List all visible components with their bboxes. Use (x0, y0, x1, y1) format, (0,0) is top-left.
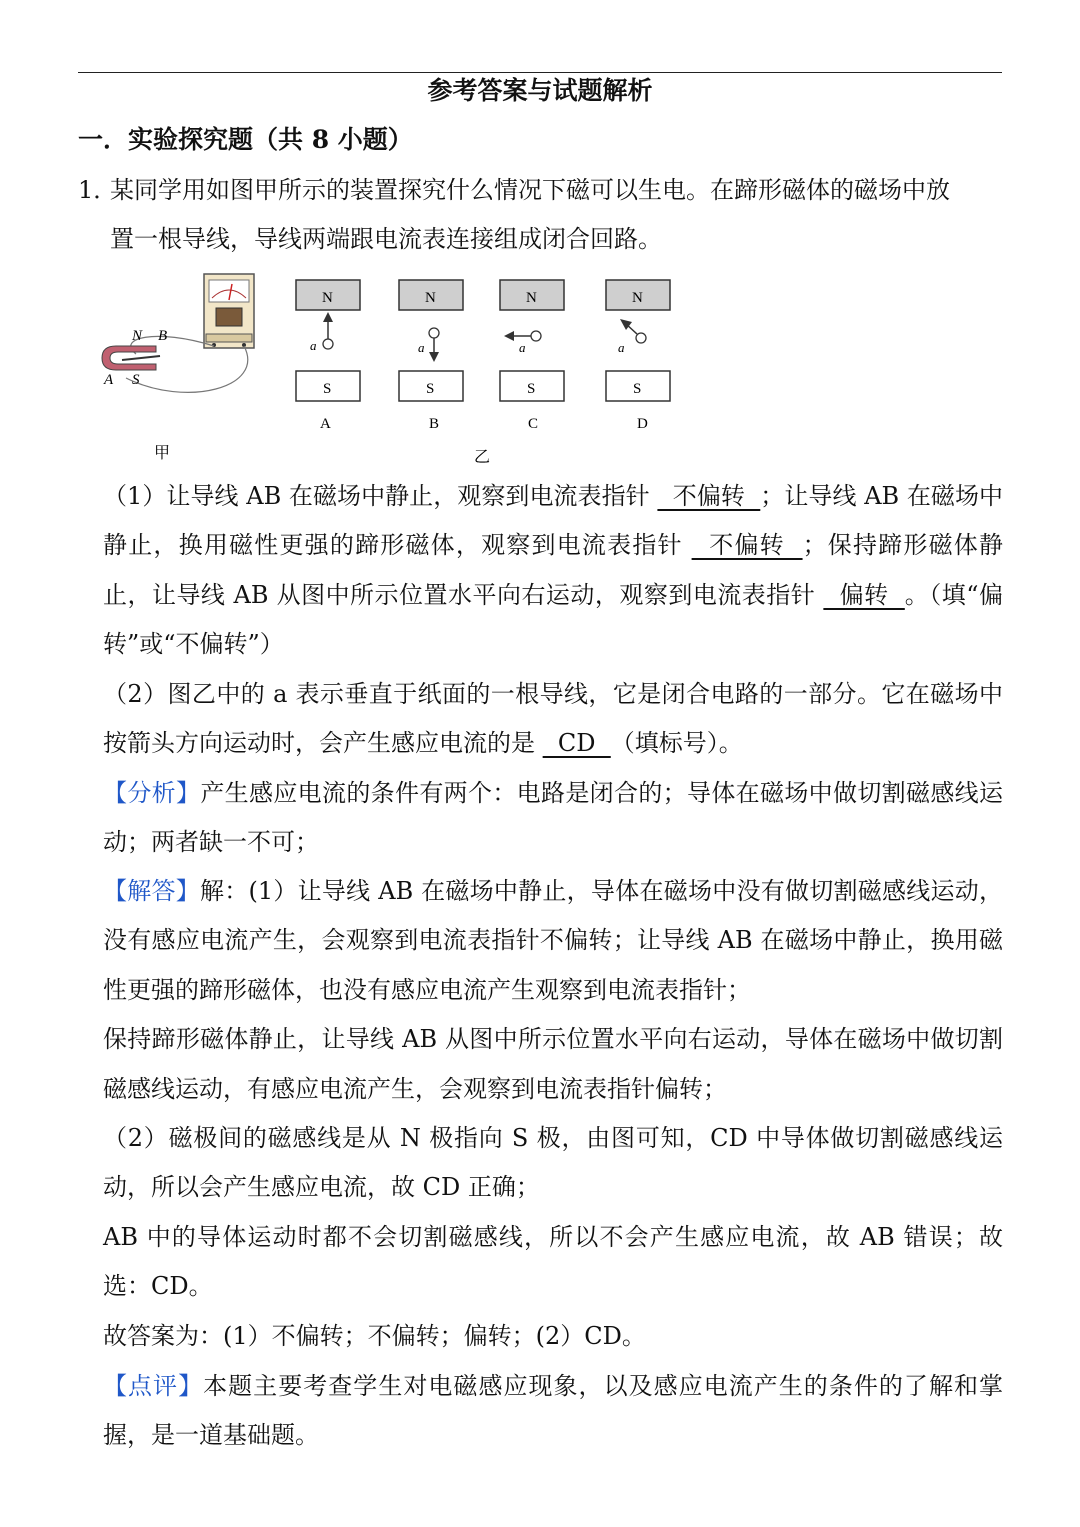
solution-text-1: 解：(1）让导线 AB 在磁场中静止，导体在磁场中没有做切割磁感线运动，没有感应电流产生，会观察到电流表指针不偏转；让导线 AB 在磁场中静止，换用磁性更强的蹄形磁体，也没有感应电流产生观察到电流表指针； (103, 877, 1003, 1004)
question-line-2: 置一根导线，导线两端跟电流表连接组成闭合回路。 (110, 225, 662, 254)
figure-yi-panels (296, 280, 670, 466)
part-1-text-3: ；保持蹄形磁体静止，让导线 AB 从图中所示位置水平向右运动，观察到电流表指针 (103, 531, 1004, 609)
section-heading: 一．实验探究题（共 8 小题） (78, 125, 413, 154)
panel-c (500, 280, 564, 432)
panel-c-label: C (528, 416, 539, 432)
jia-caption: 甲 (154, 445, 171, 462)
part-2-text-1: （2）图乙中的 a 表示垂直于纸面的一根导线，它是闭合电路的一部分。它在磁场中按箭头方向运动时，会产生感应电流的是 (103, 680, 1003, 758)
panel-d (606, 280, 670, 432)
yi-caption: 乙 (474, 449, 491, 466)
comment-block (103, 1362, 1003, 1461)
solution-paragraph-2: 保持蹄形磁体静止，让导线 AB 从图中所示位置水平向右运动，导体在磁场中做切割磁感线运动，有感应电流产生，会观察到电流表指针偏转； (103, 1025, 1003, 1103)
comment-text: 本题主要考查学生对电磁感应现象，以及感应电流产生的条件的了解和掌握，是一道基础题。 (103, 1372, 1004, 1450)
jia-label-n: N (132, 328, 143, 344)
figure-jia-apparatus (102, 274, 254, 462)
comment-tag: 【点评】 (103, 1372, 204, 1400)
experiment-figure (96, 268, 696, 468)
part-2 (103, 670, 1003, 769)
part-1-blank-2: 不偏转 (691, 531, 803, 560)
question-line-1: 某同学用如图甲所示的装置探究什么情况下磁可以生电。在蹄形磁体的磁场中放 (110, 176, 950, 204)
jia-label-s: S (132, 372, 140, 388)
part-1-text-4: 。（填“偏转”或“不偏转”） (103, 580, 1004, 659)
part-1-blank-1: 不偏转 (657, 482, 761, 510)
panel-b-n: N (425, 290, 436, 306)
question-number: 1． (78, 176, 118, 204)
panel-a-n: N (322, 290, 333, 306)
panel-c-n: N (526, 290, 537, 306)
part-2-text-2: （填标号）。 (610, 729, 743, 758)
panel-b-label: B (429, 416, 440, 432)
jia-label-b: B (158, 328, 168, 344)
page-title: 参考答案与试题解析 (427, 76, 653, 105)
panel-d-n: N (632, 290, 643, 306)
jia-label-a: A (104, 372, 114, 388)
solution-block (103, 867, 1003, 1361)
panel-d-s: S (633, 381, 642, 397)
part-1-text-1: （1）让导线 AB 在磁场中静止，观察到电流表指针 (103, 482, 658, 510)
solution-paragraph-3: （2）磁极间的磁感线是从 N 极指向 S 极，由图可知，CD 中导体做切割磁感线运动，所以会产生感应电流，故 CD 正确； (103, 1124, 1003, 1202)
panel-c-wire: a (519, 340, 526, 355)
panel-b (399, 280, 463, 432)
part-1 (103, 472, 1003, 670)
panel-d-label: D (637, 416, 648, 432)
analysis-block (103, 769, 1003, 868)
question-1-stem (78, 166, 1003, 265)
part-2-blank-1: CD (542, 729, 611, 758)
panel-a (296, 280, 360, 432)
panel-d-wire: a (618, 340, 625, 355)
part-1-text-2: ；让导线 AB 在磁场中静止，换用磁性更强的蹄形磁体，观察到电流表指针 (103, 482, 1004, 560)
panel-a-s: S (323, 381, 332, 397)
solution-paragraph-1 (103, 867, 1003, 1015)
part-1-blank-3: 偏转 (823, 580, 905, 609)
final-answer: 故答案为：(1）不偏转；不偏转；偏转；(2）CD。 (103, 1321, 646, 1350)
analysis-text: 产生感应电流的条件有两个：电路是闭合的；导体在磁场中做切割磁感线运动；两者缺一不可； (103, 779, 1004, 857)
analysis-tag: 【分析】 (103, 779, 201, 807)
panel-b-s: S (426, 381, 435, 397)
solution-paragraph-4: AB 中的导体运动时都不会切割磁感线，所以不会产生感应电流，故 AB 错误；故选：CD。 (103, 1222, 1003, 1301)
solution-tag: 【解答】 (103, 877, 201, 905)
panel-a-wire: a (310, 338, 317, 353)
panel-a-label: A (320, 416, 331, 432)
panel-c-s: S (527, 381, 536, 397)
panel-b-wire: a (418, 340, 425, 355)
